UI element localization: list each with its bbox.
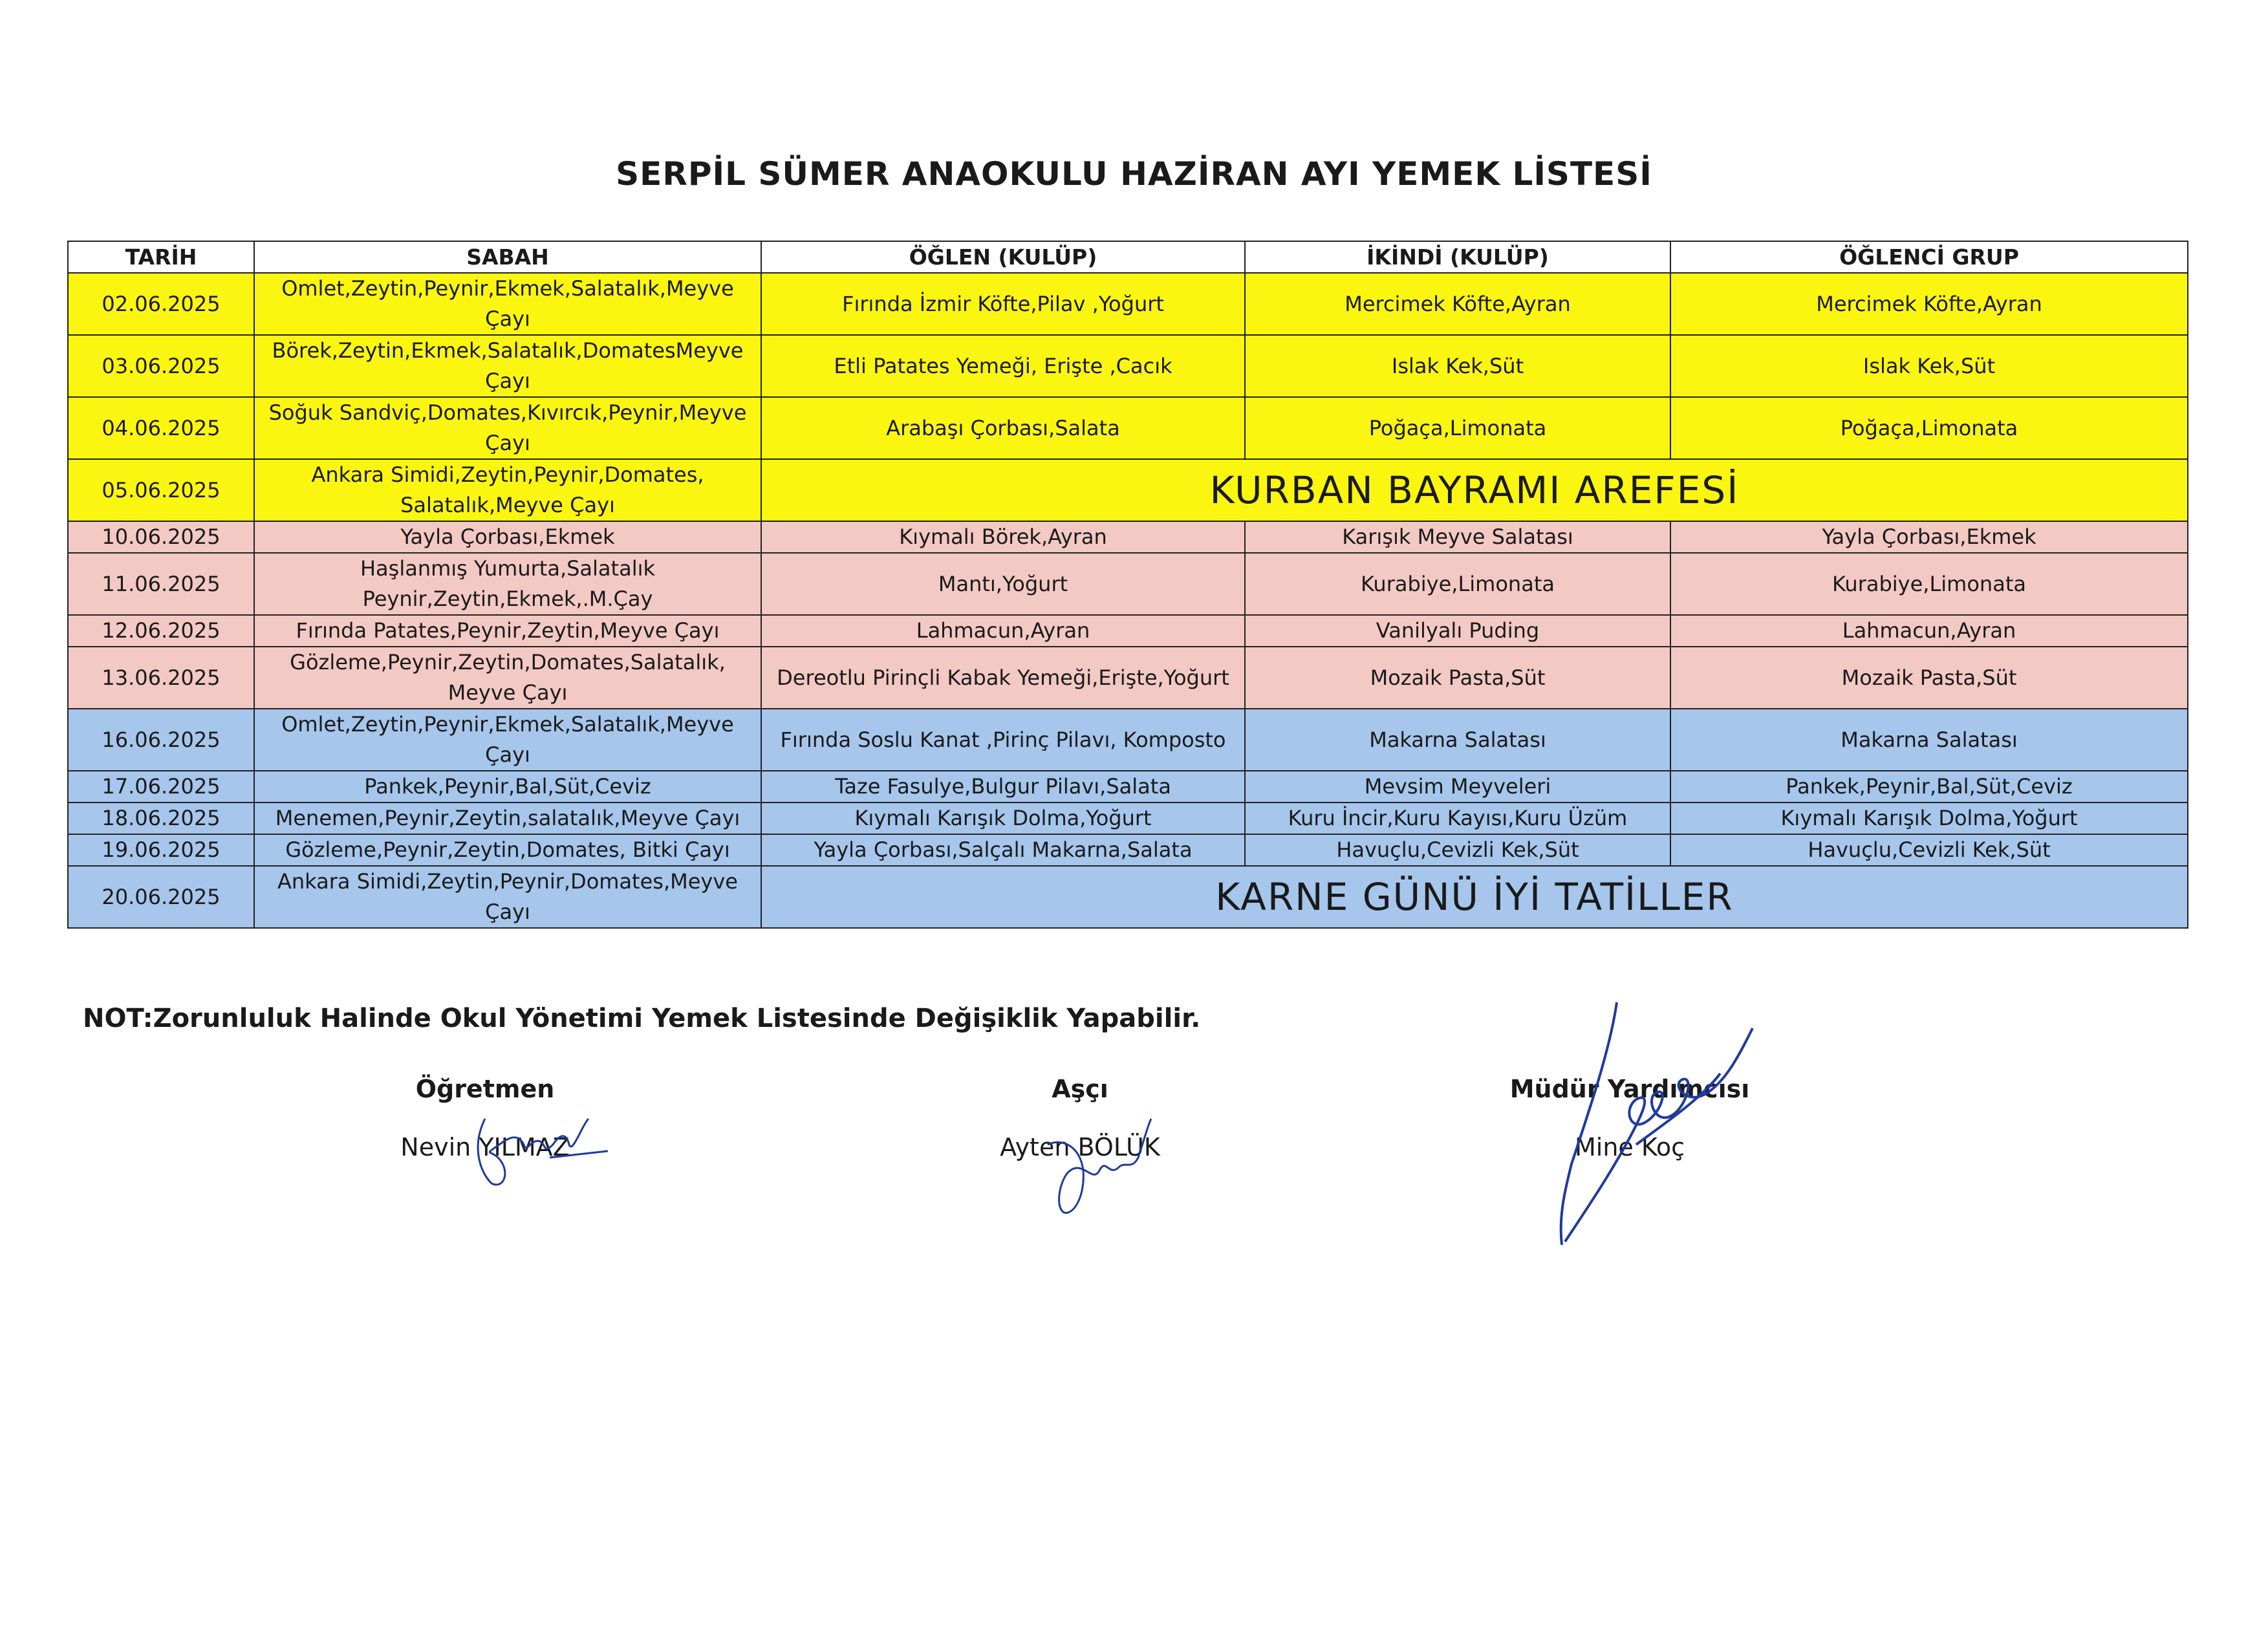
table-row <box>68 834 2188 866</box>
afternoon-cell: Havuçlu,Cevizli Kek,Süt <box>1245 834 1670 866</box>
header-date: TARİH <box>68 241 254 273</box>
table-row <box>68 647 2188 709</box>
noon-cell: Fırında Soslu Kanat ,Pirinç Pilavı, Komposto <box>761 709 1245 771</box>
morning-cell: Pankek,Peynir,Bal,Süt,Ceviz <box>254 771 761 803</box>
cook-signature-block <box>983 1075 1177 1161</box>
morning-cell: Börek,Zeytin,Ekmek,Salatalık,DomatesMeyve Çayı <box>254 335 761 397</box>
morning-cell: Menemen,Peynir,Zeytin,salatalık,Meyve Çayı <box>254 803 761 834</box>
afternoon-cell: Mercimek Köfte,Ayran <box>1245 273 1670 335</box>
morning-cell: Fırında Patates,Peynir,Zeytin,Meyve Çayı <box>254 615 761 647</box>
table-row <box>68 459 2188 521</box>
table-row <box>68 866 2188 928</box>
noon-cell: Arabaşı Çorbası,Salata <box>761 397 1245 459</box>
afternoon-cell: Makarna Salatası <box>1245 709 1670 771</box>
noon-group-cell: Makarna Salatası <box>1670 709 2188 771</box>
date-cell: 04.06.2025 <box>68 397 254 459</box>
vice-principal-role: Müdür Yardımcısı <box>1509 1075 1750 1103</box>
noon-cell: Taze Fasulye,Bulgur Pilavı,Salata <box>761 771 1245 803</box>
table-row <box>68 615 2188 647</box>
morning-cell: Omlet,Zeytin,Peynir,Ekmek,Salatalık,Meyve Çayı <box>254 709 761 771</box>
table-row <box>68 521 2188 553</box>
table-row <box>68 553 2188 615</box>
morning-cell: Haşlanmış Yumurta,Salatalık Peynir,Zeytin,Ekmek,.M.Çay <box>254 553 761 615</box>
morning-cell: Ankara Simidi,Zeytin,Peynir,Domates,Meyve Çayı <box>254 866 761 928</box>
afternoon-cell: Karışık Meyve Salatası <box>1245 521 1670 553</box>
table-row <box>68 273 2188 335</box>
noon-group-cell: Poğaça,Limonata <box>1670 397 2188 459</box>
date-cell: 02.06.2025 <box>68 273 254 335</box>
noon-cell: Etli Patates Yemeği, Erişte ,Cacık <box>761 335 1245 397</box>
afternoon-cell: Mevsim Meyveleri <box>1245 771 1670 803</box>
noon-cell: Kıymalı Börek,Ayran <box>761 521 1245 553</box>
noon-group-cell: Havuçlu,Cevizli Kek,Süt <box>1670 834 2188 866</box>
date-cell: 05.06.2025 <box>68 459 254 521</box>
table-row <box>68 335 2188 397</box>
cook-name: Ayten BÖLÜK <box>1000 1133 1160 1161</box>
morning-cell: Yayla Çorbası,Ekmek <box>254 521 761 553</box>
note-text: NOT:Zorunluluk Halinde Okul Yönetimi Yemek Listesinde Değişiklik Yapabilir. <box>83 1004 1201 1033</box>
morning-cell: Ankara Simidi,Zeytin,Peynir,Domates, Salatalık,Meyve Çayı <box>254 459 761 521</box>
noon-group-cell: Mercimek Köfte,Ayran <box>1670 273 2188 335</box>
page-title: SERPİL SÜMER ANAOKULU HAZİRAN AYI YEMEK LİSTESİ <box>616 155 1652 193</box>
header-noon-group: ÖĞLENCİ GRUP <box>1670 241 2188 273</box>
date-cell: 03.06.2025 <box>68 335 254 397</box>
afternoon-cell: Islak Kek,Süt <box>1245 335 1670 397</box>
noon-cell: Mantı,Yoğurt <box>761 553 1245 615</box>
afternoon-cell: Poğaça,Limonata <box>1245 397 1670 459</box>
noon-group-cell: Islak Kek,Süt <box>1670 335 2188 397</box>
morning-cell: Omlet,Zeytin,Peynir,Ekmek,Salatalık,Meyve Çayı <box>254 273 761 335</box>
afternoon-cell: Vanilyalı Puding <box>1245 615 1670 647</box>
noon-cell: Kıymalı Karışık Dolma,Yoğurt <box>761 803 1245 834</box>
table-header-row <box>68 241 2188 273</box>
teacher-signature-block <box>362 1075 608 1161</box>
noon-group-cell: Yayla Çorbası,Ekmek <box>1670 521 2188 553</box>
holiday-banner: KURBAN BAYRAMI AREFESİ <box>761 459 2188 521</box>
menu-table <box>67 241 2188 929</box>
noon-cell: Fırında İzmir Köfte,Pilav ,Yoğurt <box>761 273 1245 335</box>
noon-cell: Yayla Çorbası,Salçalı Makarna,Salata <box>761 834 1245 866</box>
noon-group-cell: Pankek,Peynir,Bal,Süt,Ceviz <box>1670 771 2188 803</box>
afternoon-cell: Kuru İncir,Kuru Kayısı,Kuru Üzüm <box>1245 803 1670 834</box>
date-cell: 12.06.2025 <box>68 615 254 647</box>
morning-cell: Gözleme,Peynir,Zeytin,Domates, Bitki Çayı <box>254 834 761 866</box>
noon-group-cell: Lahmacun,Ayran <box>1670 615 2188 647</box>
header-afternoon: İKİNDİ (KULÜP) <box>1245 241 1670 273</box>
afternoon-cell: Mozaik Pasta,Süt <box>1245 647 1670 709</box>
vice-principal-name: Mine Koç <box>1574 1133 1685 1161</box>
noon-group-cell: Kurabiye,Limonata <box>1670 553 2188 615</box>
teacher-role: Öğretmen <box>415 1075 555 1103</box>
teacher-name: Nevin YILMAZ <box>400 1133 570 1161</box>
header-noon: ÖĞLEN (KULÜP) <box>761 241 1245 273</box>
date-cell: 16.06.2025 <box>68 709 254 771</box>
noon-cell: Dereotlu Pirinçli Kabak Yemeği,Erişte,Yoğurt <box>761 647 1245 709</box>
morning-cell: Gözleme,Peynir,Zeytin,Domates,Salatalık, Meyve Çayı <box>254 647 761 709</box>
cook-role: Aşçı <box>1052 1075 1108 1103</box>
table-row <box>68 397 2188 459</box>
noon-group-cell: Mozaik Pasta,Süt <box>1670 647 2188 709</box>
date-cell: 19.06.2025 <box>68 834 254 866</box>
date-cell: 18.06.2025 <box>68 803 254 834</box>
table-row <box>68 709 2188 771</box>
date-cell: 17.06.2025 <box>68 771 254 803</box>
noon-group-cell: Kıymalı Karışık Dolma,Yoğurt <box>1670 803 2188 834</box>
noon-cell: Lahmacun,Ayran <box>761 615 1245 647</box>
table-row <box>68 803 2188 834</box>
morning-cell: Soğuk Sandviç,Domates,Kıvırcık,Peynir,Meyve Çayı <box>254 397 761 459</box>
header-morning: SABAH <box>254 241 761 273</box>
table-row <box>68 771 2188 803</box>
date-cell: 13.06.2025 <box>68 647 254 709</box>
closing-banner: KARNE GÜNÜ İYİ TATİLLER <box>761 866 2188 928</box>
date-cell: 20.06.2025 <box>68 866 254 928</box>
afternoon-cell: Kurabiye,Limonata <box>1245 553 1670 615</box>
date-cell: 11.06.2025 <box>68 553 254 615</box>
vice-principal-signature-block <box>1500 1075 1759 1161</box>
date-cell: 10.06.2025 <box>68 521 254 553</box>
